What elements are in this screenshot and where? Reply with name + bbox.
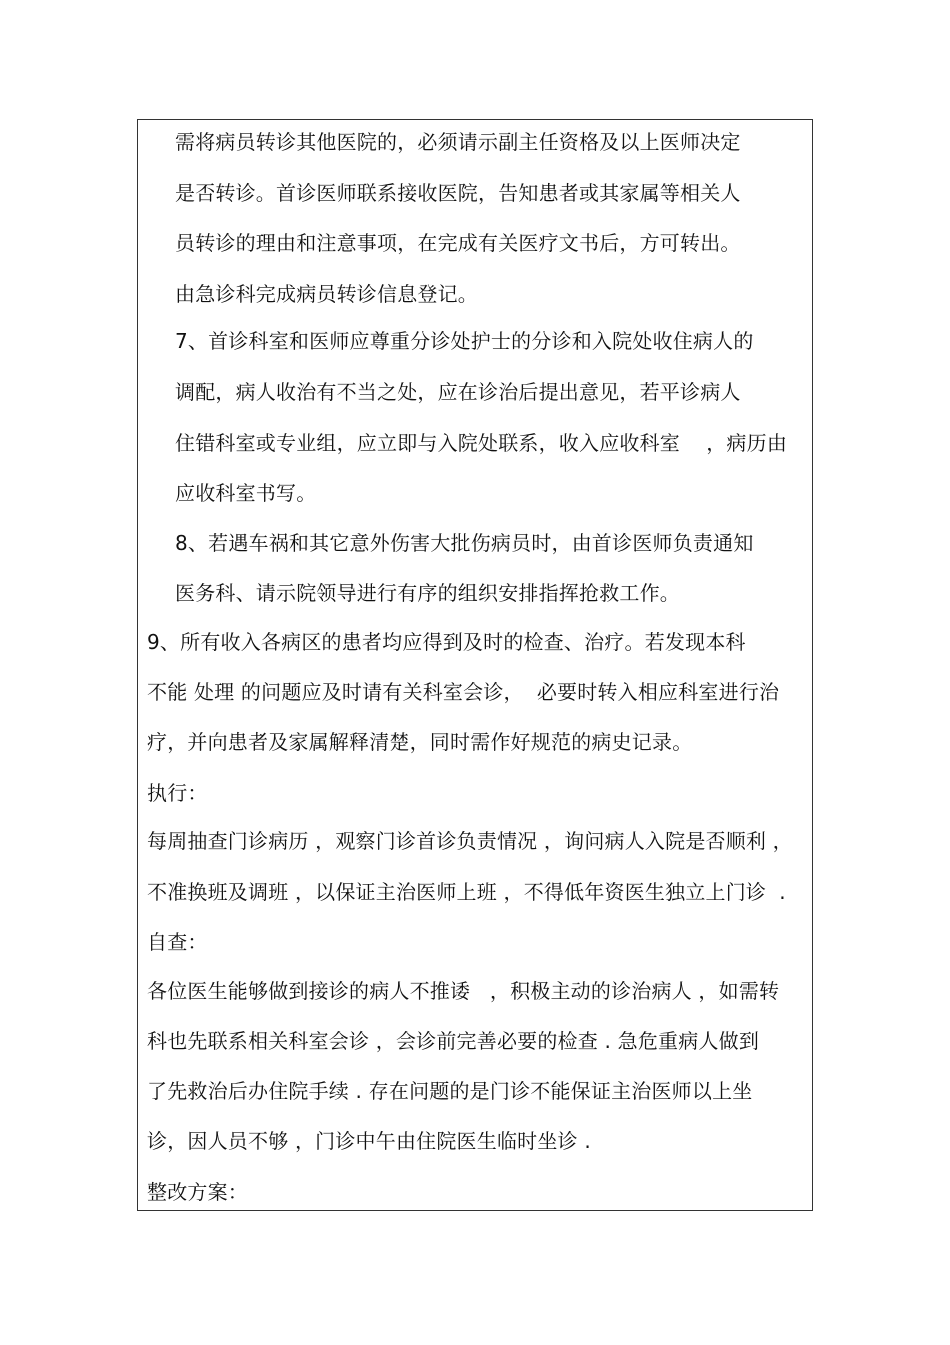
text-line: 9、所有收入各病区的患者均应得到及时的检查、治疗。若发现本科 bbox=[147, 630, 746, 654]
section-heading: 整改方案： bbox=[147, 1180, 248, 1204]
content-box bbox=[137, 119, 813, 1211]
text-line: 各位医生能够做到接诊的病人不推诿 ，积极主动的诊治病人 ，如需转 bbox=[147, 979, 780, 1003]
section-heading: 执行： bbox=[147, 781, 208, 805]
text-line: 医务科、请示院领导进行有序的组织安排指挥抢救工作。 bbox=[175, 581, 680, 605]
text-line: 7、首诊科室和医师应尊重分诊处护士的分诊和入院处收住病人的 bbox=[175, 329, 754, 353]
text-line: 住错科室或专业组，应立即与入院处联系，收入应收科室 ，病历由 bbox=[175, 431, 788, 455]
text-line: 科也先联系相关科室会诊 ，会诊前完善必要的检查 . 急危重病人做到 bbox=[147, 1029, 760, 1053]
text-line: 不能 处理 的问题应及时请有关科室会诊， 必要时转入相应科室进行治 bbox=[147, 680, 780, 704]
text-line: 诊，因人员不够 ，门诊中午由住院医生临时坐诊 . bbox=[147, 1129, 591, 1153]
text-line: 了先救治后办住院手续 . 存在问题的是门诊不能保证主治医师以上坐 bbox=[147, 1079, 753, 1103]
text-line: 应收科室书写。 bbox=[175, 481, 317, 505]
text-line: 疗，并向患者及家属解释清楚，同时需作好规范的病史记录。 bbox=[147, 730, 693, 754]
text-line: 8、若遇车祸和其它意外伤害大批伤病员时，由首诊医师负责通知 bbox=[175, 531, 754, 555]
section-heading: 自查： bbox=[147, 930, 208, 954]
text-line: 每周抽查门诊病历 ，观察门诊首诊负责情况 ，询问病人入院是否顺利 ， bbox=[147, 829, 793, 853]
text-line: 不准换班及调班 ，以保证主治医师上班 ，不得低年资医生独立上门诊 . bbox=[147, 880, 786, 904]
text-line: 由急诊科完成病员转诊信息登记。 bbox=[175, 282, 478, 306]
text-line: 需将病员转诊其他医院的，必须请示副主任资格及以上医师决定 bbox=[175, 130, 741, 154]
text-line: 是否转诊。首诊医师联系接收医院，告知患者或其家属等相关人 bbox=[175, 181, 741, 205]
text-line: 员转诊的理由和注意事项，在完成有关医疗文书后，方可转出。 bbox=[175, 231, 741, 255]
text-line: 调配，病人收治有不当之处，应在诊治后提出意见，若平诊病人 bbox=[175, 380, 741, 404]
